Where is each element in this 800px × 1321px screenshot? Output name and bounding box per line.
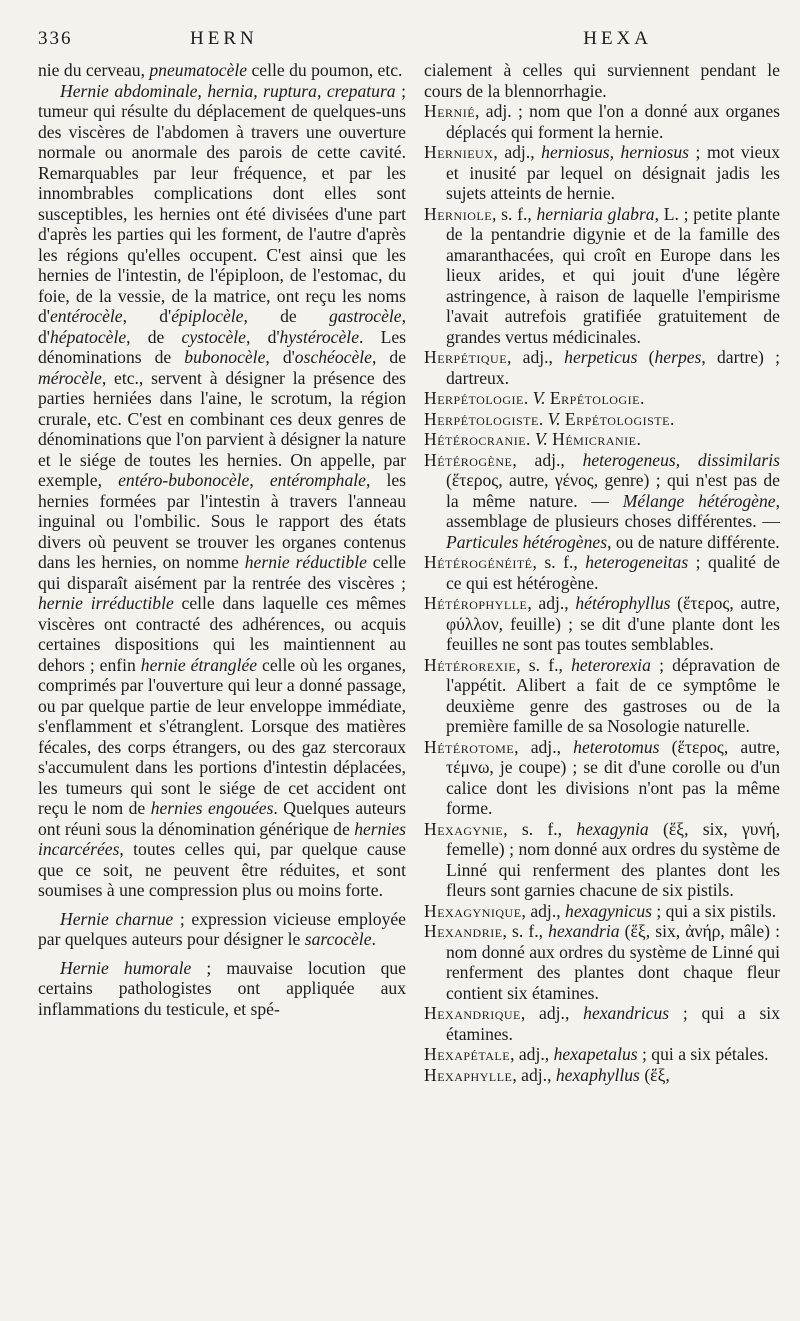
right-column-paragraph: cialement à celles qui surviennent pendant le cours de la blennorrhagie. xyxy=(424,60,780,101)
right-column-paragraph: Hernieux, adj., herniosus, herniosus ; mot vieux et inusité par lequel on désignait jadis les sujets atteints de hernie. xyxy=(424,142,780,203)
right-column-paragraph: Hexandrique, adj., hexandricus ; qui a six étamines. xyxy=(424,1003,780,1044)
right-column-paragraph: Hétérocranie. V. Hémicranie. xyxy=(424,429,641,449)
right-column-paragraph: Herpétique, adj., herpeticus (herpes, dartre) ; dartreux. xyxy=(424,347,780,388)
right-column-paragraph: Hexagynie, s. f., hexagynia (ἕξ, six, γυνή, femelle) ; nom donné aux ordres du système de Linné qui renferment des plantes dont les fleurs sont garnies chacune de six pistils. xyxy=(424,818,781,900)
right-column-paragraph: Hexaphylle, adj., hexaphyllus (ἕξ, xyxy=(424,1064,670,1085)
right-column-paragraph: Hétérogène, adj., heterogeneus, dissimilaris (ἕτερος, autre, γένος, genre) ; qui n'est pas de la même nature. — Mélange hétérogène, assemblage de plusieurs choses différentes. — Particules hétérogènes, ou de nature différente. xyxy=(424,449,780,552)
right-column-paragraph: Hernié, adj. ; nom que l'on a donné aux organes déplacés qui forment la hernie. xyxy=(424,101,780,142)
right-column-paragraph: Hétérotome, adj., heterotomus (ἕτερος, autre, τέμνω, je coupe) ; se dit d'une corolle ou d'un calice dont les divisions n'ont pas la même forme. xyxy=(424,736,780,818)
right-column-paragraph: Hexandrie, s. f., hexandria (ἕξ, six, ἀνήρ, mâle) : nom donné aux ordres du système de Linné qui renferment des plantes dont chaque fleur contient six étamines. xyxy=(424,921,780,1003)
right-column-paragraph: Herpétologiste. V. Erpétologiste. xyxy=(424,408,675,429)
right-column xyxy=(424,60,780,1085)
right-column-paragraph: Hétérogénéité, s. f., heterogeneitas ; qualité de ce qui est hétérogène. xyxy=(424,552,780,593)
right-column-paragraph: Herpétologie. V. Erpétologie. xyxy=(424,388,645,408)
left-column-paragraph: Hernie humorale ; mauvaise locution que certains pathologistes ont appliquée aux inflammations du testicule, et spé- xyxy=(38,957,406,1019)
left-column-paragraph: nie du cerveau, pneumatocèle celle du poumon, etc. xyxy=(38,60,403,80)
left-column-paragraph: Hernie charnue ; expression vicieuse employée par quelques auteurs pour désigner le sarcocèle. xyxy=(38,908,406,949)
page-number: 336 xyxy=(38,28,73,49)
running-header xyxy=(38,28,782,58)
right-column-paragraph: Herniole, s. f., herniaria glabra, L. ; petite plante de la pentandrie digynie et de la famille des amaranthacées, qui croît en Europe dans les lieux arides, et qui jouit d'une légère astringence, à raison de laquelle l'empirisme l'avait autrefois gratifiée gratuitement de grandes vertus médicinales. xyxy=(424,203,780,347)
left-column xyxy=(38,60,406,1019)
header-right-keyword: HEXA xyxy=(583,28,652,49)
left-column-paragraph: Hernie abdominale, hernia, ruptura, crepatura ; tumeur qui résulte du déplacement de quelques-uns des viscères de l'abdomen à travers une ouverture normale ou anormale des parois de cette cavité. Remarquables par leur fréquence, et par les innombrables complications dont elles sont susceptibles, les hernies ont été divisées d'une part d'après les parties qui les forment, de l'autre d'après les régions qu'elles occupent. C'est ainsi que les hernies de l'intestin, de l'épiploon, de l'estomac, du foie, de la vessie, de la matrice, ont reçu les noms d'entérocèle, d'épiplocèle, de gastrocèle, d'hépatocèle, de cystocèle, d'hystérocèle. Les dénominations de bubonocèle, d'oschéocèle, de mérocèle, etc., servent à désigner la présence des parties herniées dans l'aine, le scrotum, la région crurale, etc. C'est en combinant ces deux genres de dénominations que l'on parvient à désigner la nature et le siége de toutes les hernies. On appelle, par exemple, entéro-bubonocèle, entéromphale, les hernies formées par l'intestin à travers l'anneau inguinal ou l'ombilic. Sous le rapport des états divers où peuvent se trouver les organes contenus dans les hernies, on nomme hernie réductible celle qui disparaît aisément par la rentrée des viscères ; hernie irréductible celle dans laquelle ces mêmes viscères ont contracté des adhérences, ou acquis certaines dispositions qui les maintiennent au dehors ; enfin hernie étranglée celle où les organes, comprimés par l'ouverture qui leur a donné passage, ou par quelque partie de leur enveloppe immédiate, s'enflamment et s'étranglent. Lorsque des matières fécales, des corps étrangers, ou des gaz stercoraux s'accumulent dans les portions d'intestin déplacées, les tumeurs qui sont le siége de cet accident ont reçu le nom de hernies engouées. Quelques auteurs ont réuni sous la dénomination générique de hernies incarcérées, toutes celles qui, par quelque cause que ce soit, ne peuvent être réduites, et sont soumises à une compression plus ou moins forte. xyxy=(38,80,407,900)
right-column-paragraph: Hétérorexie, s. f., heterorexia ; dépravation de l'appétit. Alibert a fait de ce symptôme le deuxième genre des gastroses ou de la première famille de sa Nosologie naturelle. xyxy=(424,654,780,736)
header-left-keyword: HERN xyxy=(190,28,258,49)
right-column-paragraph: Hétérophylle, adj., hétérophyllus (ἕτερος, autre, φύλλον, feuille) ; se dit d'une plante dont les feuilles ne sont pas toutes semblables. xyxy=(424,593,780,654)
right-column-paragraph: Hexapétale, adj., hexapetalus ; qui a six pétales. xyxy=(424,1044,769,1064)
right-column-paragraph: Hexagynique, adj., hexagynicus ; qui a six pistils. xyxy=(424,900,777,921)
